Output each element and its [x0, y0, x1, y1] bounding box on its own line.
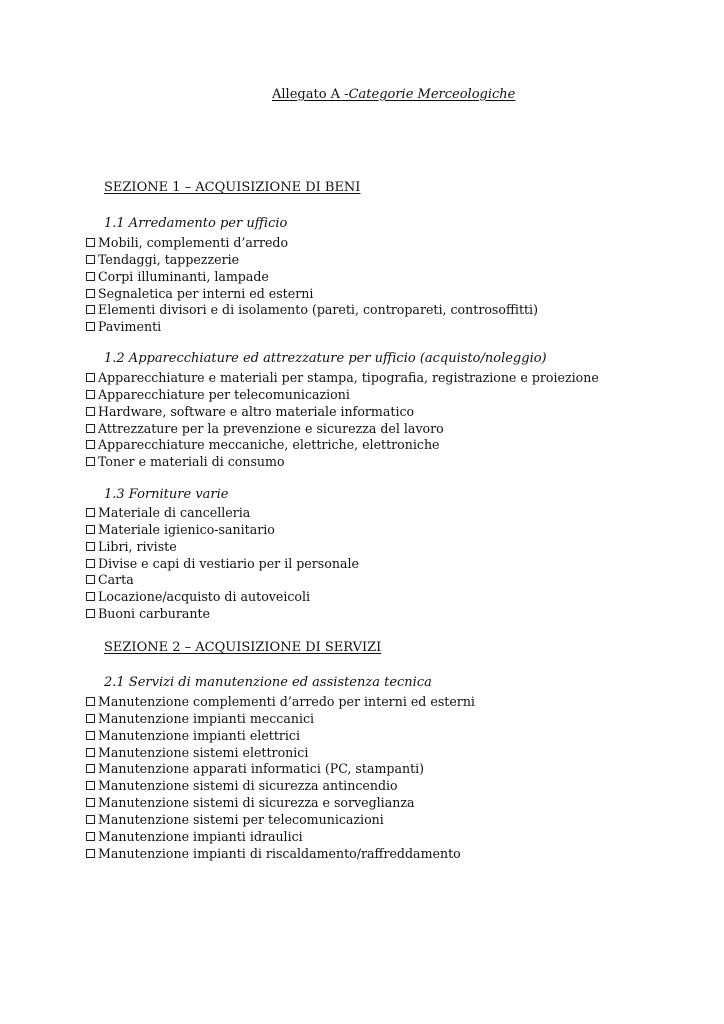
list-item — [86, 745, 475, 762]
checkbox-icon — [86, 424, 95, 433]
document-title-subtitle: Categorie Merceologiche — [348, 87, 516, 102]
document-title — [272, 86, 515, 103]
checkbox-icon — [86, 407, 95, 416]
item-list-2-1 — [86, 694, 475, 862]
subsection-heading-2-1: 2.1 Servizi di manutenzione ed assistenza tecnica — [104, 675, 432, 690]
list-item-label: Mobili, complementi d’arredo — [98, 235, 289, 250]
list-item-label: Locazione/acquisto di autoveicoli — [98, 589, 311, 605]
list-item-label: Divise e capi di vestiario per il personale — [98, 555, 359, 571]
checkbox-icon — [86, 440, 95, 449]
list-item-label: Manutenzione apparati informatici (PC, stampanti) — [98, 761, 425, 777]
list-item — [86, 235, 538, 252]
checkbox-icon — [86, 592, 95, 601]
list-item — [86, 454, 599, 471]
list-item-label: Manutenzione sistemi elettronici — [98, 744, 309, 760]
list-item-label: Apparecchiature per telecomunicazioni — [98, 386, 350, 402]
list-item — [86, 286, 538, 303]
checkbox-icon — [86, 238, 95, 247]
list-item — [86, 421, 599, 438]
checkbox-icon — [86, 289, 95, 298]
checkbox-icon — [86, 849, 95, 858]
list-item-label: Corpi illuminanti, lampade — [98, 268, 269, 284]
checkbox-icon — [86, 559, 95, 568]
list-item — [86, 606, 359, 623]
list-item — [86, 711, 475, 728]
checkbox-icon — [86, 815, 95, 824]
list-item — [86, 812, 475, 829]
list-item-label: Manutenzione sistemi per telecomunicazioni — [98, 811, 384, 827]
list-item — [86, 522, 359, 539]
checkbox-icon — [86, 322, 95, 331]
checkbox-icon — [86, 575, 95, 584]
list-item — [86, 404, 599, 421]
checkbox-icon — [86, 542, 95, 551]
item-list-1-3 — [86, 505, 359, 623]
list-item — [86, 302, 538, 319]
checkbox-icon — [86, 373, 95, 382]
list-item-label: Pavimenti — [98, 319, 162, 335]
list-item — [86, 589, 359, 606]
list-item-label: Toner e materiali di consumo — [98, 454, 285, 470]
list-item-label: Manutenzione impianti elettrici — [98, 727, 301, 743]
list-item — [86, 437, 599, 454]
list-item-label: Manutenzione sistemi di sicurezza e sorveglianza — [98, 795, 415, 811]
list-item — [86, 778, 475, 795]
list-item-label: Manutenzione impianti meccanici — [98, 710, 315, 726]
list-item — [86, 728, 475, 745]
subsection-heading-1-2: 1.2 Apparecchiature ed attrezzature per ufficio (acquisto/noleggio) — [104, 351, 547, 366]
document-title-separator: - — [340, 87, 349, 102]
list-item — [86, 387, 599, 404]
list-item-label: Apparecchiature meccaniche, elettriche, elettroniche — [98, 437, 440, 453]
checkbox-icon — [86, 525, 95, 534]
list-item — [86, 539, 359, 556]
list-item — [86, 269, 538, 286]
list-item-label: Hardware, software e altro materiale informatico — [98, 403, 415, 419]
checkbox-icon — [86, 390, 95, 399]
list-item — [86, 761, 475, 778]
list-item — [86, 846, 475, 863]
checkbox-icon — [86, 798, 95, 807]
section-heading-2: SEZIONE 2 – ACQUISIZIONE DI SERVIZI — [104, 640, 382, 655]
list-item — [86, 370, 599, 387]
list-item — [86, 505, 359, 522]
list-item-label: Attrezzature per la prevenzione e sicurezza del lavoro — [98, 420, 444, 436]
list-item-label: Materiale igienico-sanitario — [98, 521, 275, 537]
checkbox-icon — [86, 457, 95, 466]
list-item-label: Materiale di cancelleria — [98, 505, 251, 520]
list-item-label: Manutenzione impianti idraulici — [98, 828, 303, 844]
list-item-label: Libri, riviste — [98, 538, 177, 554]
checkbox-icon — [86, 714, 95, 723]
list-item-label: Manutenzione sistemi di sicurezza antincendio — [98, 778, 398, 794]
list-item-label: Segnaletica per interni ed esterni — [98, 285, 314, 301]
list-item — [86, 319, 538, 336]
list-item — [86, 572, 359, 589]
document-title-main: Allegato A — [272, 87, 341, 102]
subsection-heading-1-1: 1.1 Arredamento per ufficio — [104, 216, 288, 231]
checkbox-icon — [86, 508, 95, 517]
list-item-label: Manutenzione impianti di riscaldamento/raffreddamento — [98, 845, 461, 861]
checkbox-icon — [86, 609, 95, 618]
checkbox-icon — [86, 305, 95, 314]
list-item — [86, 694, 475, 711]
checkbox-icon — [86, 731, 95, 740]
list-item — [86, 829, 475, 846]
checkbox-icon — [86, 781, 95, 790]
subsection-heading-1-3: 1.3 Forniture varie — [104, 487, 229, 502]
list-item-label: Buoni carburante — [98, 606, 210, 622]
list-item-label: Tendaggi, tappezzerie — [98, 251, 240, 267]
list-item-label: Apparecchiature e materiali per stampa, tipografia, registrazione e proiezione — [98, 370, 599, 385]
list-item-label: Carta — [98, 572, 134, 588]
list-item — [86, 795, 475, 812]
checkbox-icon — [86, 764, 95, 773]
section-heading-1: SEZIONE 1 – ACQUISIZIONE DI BENI — [104, 180, 361, 195]
checkbox-icon — [86, 255, 95, 264]
checkbox-icon — [86, 832, 95, 841]
item-list-1-1 — [86, 235, 538, 336]
checkbox-icon — [86, 748, 95, 757]
list-item — [86, 556, 359, 573]
list-item — [86, 252, 538, 269]
checkbox-icon — [86, 697, 95, 706]
list-item-label: Elementi divisori e di isolamento (pareti, contropareti, controsoffitti) — [98, 302, 539, 318]
item-list-1-2 — [86, 370, 599, 471]
list-item-label: Manutenzione complementi d’arredo per interni ed esterni — [98, 694, 475, 709]
checkbox-icon — [86, 272, 95, 281]
